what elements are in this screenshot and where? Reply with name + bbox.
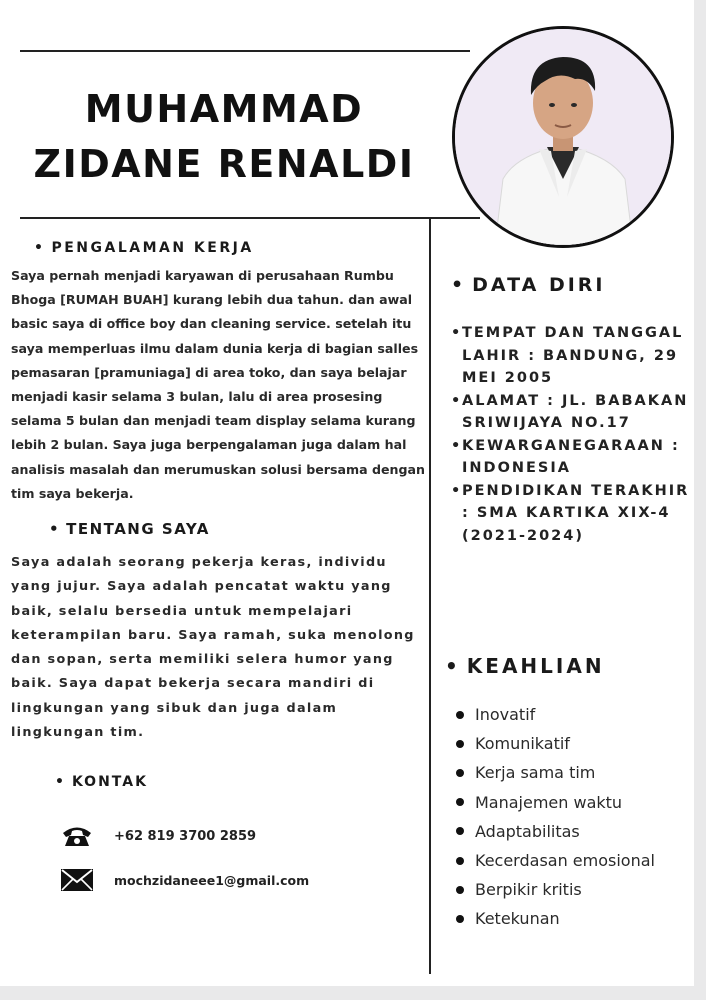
email-address[interactable]: mochzidaneee1@gmail.com <box>114 872 310 888</box>
skill-label: Adaptabilitas <box>475 821 580 841</box>
skill-item <box>456 846 655 875</box>
experience-text: Saya pernah menjadi karyawan di perusahaan Rumbu Bhoga [RUMAH BUAH] kurang lebih dua tahun. dan awal basic saya di office boy dan cleaning service. setelah itu saya memperluas ilmu dalam dunia kerja di bagian salles pemasaran [pramuniaga] di area toko, dan saya belajar menjadi kasir selama 3 bulan, lalu di area prosesing selama 5 bulan dan menjadi team display selama kurang lebih 2 bulan. Saya juga berpengalaman juga dalam hal analisis masalah dan merumuskan solusi bersama dengan tim saya bekerja. <box>11 268 425 501</box>
bullet-icon <box>456 915 464 923</box>
skill-item <box>456 875 655 904</box>
telephone-icon <box>60 823 94 849</box>
skill-item <box>456 788 655 817</box>
bullet-icon <box>456 711 464 719</box>
skill-label: Kecerdasan emosional <box>475 851 655 871</box>
skill-item <box>456 817 655 846</box>
about-text: Saya adalah seorang pekerja keras, individu yang jujur. Saya adalah pencatat waktu yang baik, selalu bersedia untuk mempelajari keterampilan baru. Saya ramah, suka menolong dan sopan, serta memiliki selera humor yang baik. Saya dapat bekerja secara mandiri di lingkungan yang sibuk dan juga dalam lingkungan tim. <box>11 555 415 741</box>
header-divider <box>20 217 480 219</box>
contact-heading: • KONTAK <box>55 774 148 790</box>
personal-heading: • DATA DIRI <box>451 274 606 296</box>
bullet-icon <box>456 798 464 806</box>
phone-number[interactable]: +62 819 3700 2859 <box>114 828 257 844</box>
contact-phone <box>60 823 256 849</box>
email-icon <box>60 867 94 893</box>
column-divider <box>429 218 431 974</box>
skill-label: Berpikir kritis <box>475 880 582 900</box>
bullet-icon <box>456 740 464 748</box>
name-line-1: MUHAMMAD <box>84 87 364 131</box>
name-line-2: ZIDANE RENALDI <box>33 142 415 186</box>
skill-label: Kerja sama tim <box>475 763 596 783</box>
personal-data-list <box>451 322 691 547</box>
bullet-icon <box>456 827 464 835</box>
skill-item <box>456 758 655 787</box>
bullet-icon <box>456 769 464 777</box>
bullet-icon <box>456 886 464 894</box>
skill-label: Inovatif <box>475 705 536 724</box>
skill-item <box>456 700 655 729</box>
skills-list <box>456 700 655 934</box>
skills-title: KEAHLIAN <box>466 654 605 678</box>
profile-photo <box>452 26 674 248</box>
profile-photo-illustration <box>455 29 671 245</box>
skills-heading: • KEAHLIAN <box>445 654 605 678</box>
experience-title: PENGALAMAN KERJA <box>51 240 254 256</box>
personal-item-address: • ALAMAT : JL. BABAKAN SRIWIJAYA NO.17 <box>451 390 691 435</box>
personal-item-education: • PENDIDIKAN TERAKHIR : SMA KARTIKA XIX-4 (2021-2024) <box>451 480 691 548</box>
skill-label: Komunikatif <box>475 734 570 754</box>
top-divider <box>20 50 470 52</box>
contact-title: KONTAK <box>71 774 148 790</box>
skill-label: Ketekunan <box>475 909 560 929</box>
experience-heading: • PENGALAMAN KERJA <box>34 240 254 256</box>
personal-title: DATA DIRI <box>472 274 606 296</box>
about-heading: • TENTANG SAYA <box>49 520 210 538</box>
personal-item-birth: • TEMPAT DAN TANGGAL LAHIR : BANDUNG, 29 MEI 2005 <box>451 322 691 390</box>
skill-item <box>456 904 655 933</box>
skill-item <box>456 729 655 758</box>
skill-label: Manajemen waktu <box>475 792 623 812</box>
bullet-icon <box>456 857 464 865</box>
personal-item-citizenship: • KEWARGANEGARAAN : INDONESIA <box>451 435 691 480</box>
contact-email <box>60 867 309 893</box>
full-name <box>20 82 428 192</box>
about-title: TENTANG SAYA <box>66 520 210 538</box>
